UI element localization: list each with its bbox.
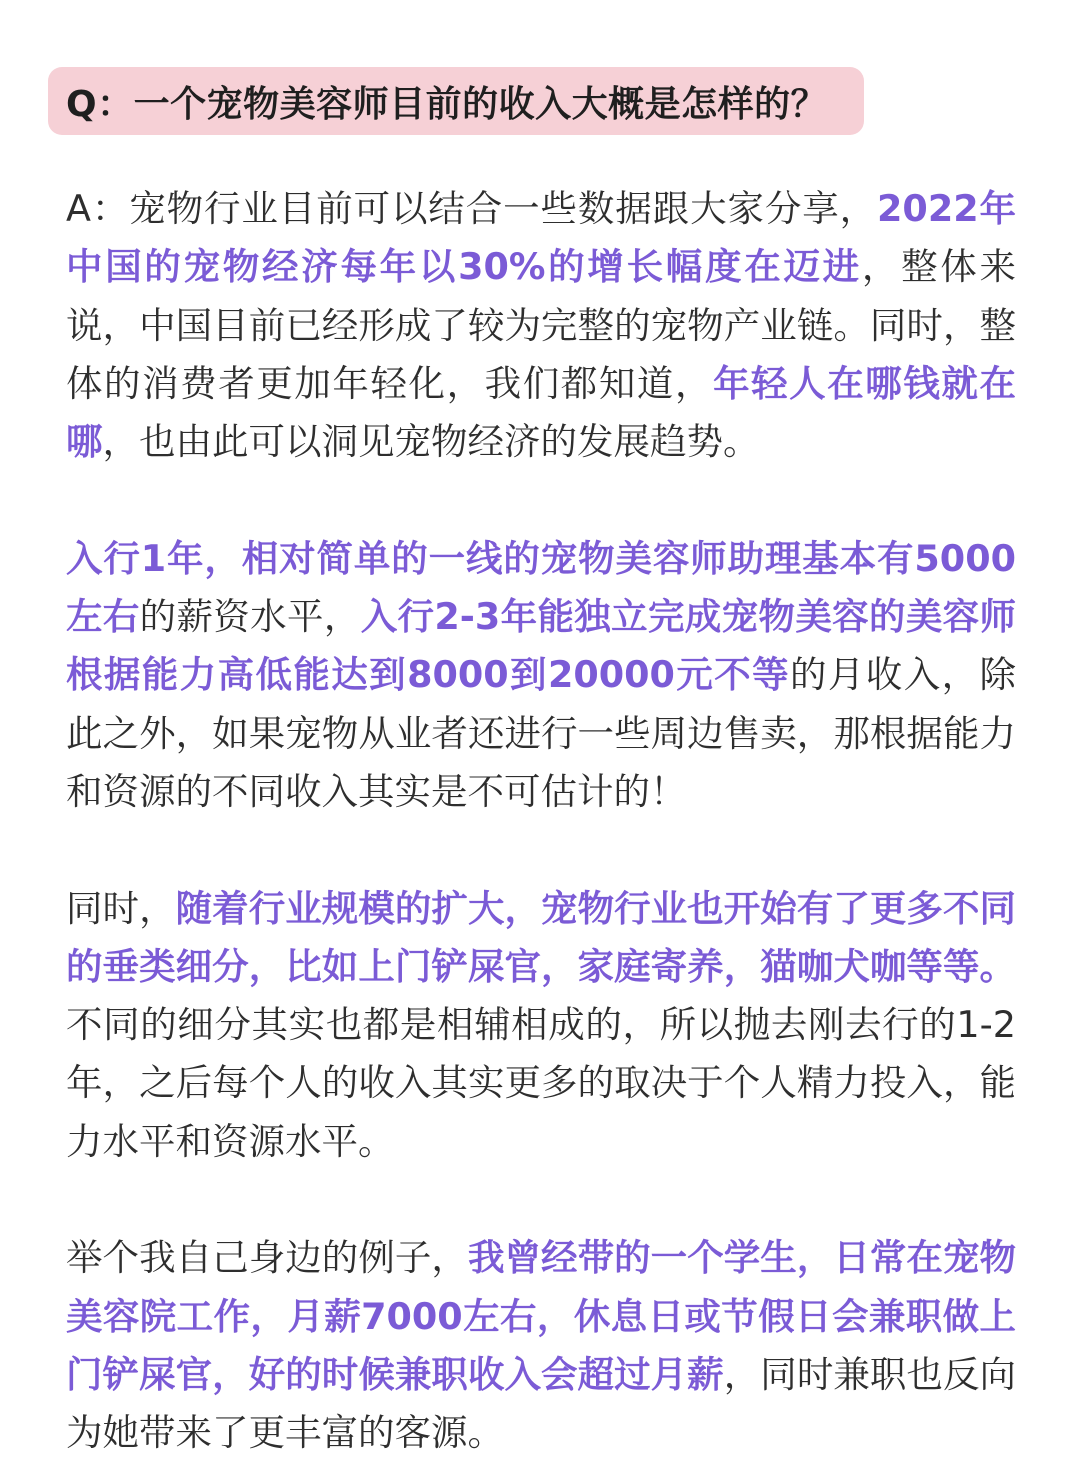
question-banner [48, 67, 864, 135]
paragraph [66, 1229, 1016, 1462]
body-text: 不同的细分其实也都是相辅相成的，所以抛去刚去行的1-2年，之后每个人的收入其实更多的取决于个人精力投入，能力水平和资源水平。 [66, 1003, 1016, 1163]
paragraph [66, 530, 1016, 821]
paragraph [66, 180, 1016, 471]
highlight-text: 年轻人在哪钱就在哪 [66, 361, 1016, 464]
highlight-text: 入行1年，相对简单的一线的宠物美容师助理基本有5000左右 [66, 536, 1016, 639]
highlight-text: 随着行业规模的扩大，宠物行业也开始有了更多不同的垂类细分，比如上门铲屎官，家庭寄养，猫咖犬咖等等。 [66, 886, 1017, 988]
body-text: ，同时兼职也反向为她带来了更丰富的客源。 [66, 1352, 1017, 1455]
body-text: ，整体来说，中国目前已经形成了较为完整的宠物产业链。同时，整体的消费者更加年轻化，我们都知道， [66, 245, 1016, 405]
highlight-text: 2022年中国的宠物经济每年以30%的增长幅度在迈进 [66, 187, 1017, 289]
body-text: A：宠物行业目前可以结合一些数据跟大家分享， [66, 187, 878, 230]
body-text: 的薪资水平， [139, 595, 361, 639]
paragraph [66, 880, 1016, 1171]
body-text: 举个我自己身边的例子， [66, 1236, 468, 1280]
answer-body [66, 180, 1016, 1463]
question-text: Q：一个宠物美容师目前的收入大概是怎样的？ [66, 83, 828, 125]
body-text: 同时， [66, 886, 176, 930]
body-text: ，也由此可以洞见宠物经济的发展趋势。 [102, 420, 760, 464]
body-text: 的月收入，除此之外，如果宠物从业者还进行一些周边售卖，那根据能力和资源的不同收入其实是不可估计的！ [66, 653, 1016, 813]
highlight-text: 入行2-3年能独立完成宠物美容的美容师根据能力高低能达到8000到20000元不等 [66, 595, 1016, 697]
highlight-text: 我曾经带的一个学生，日常在宠物美容院工作，月薪7000左右，休息日或节假日会兼职做上门铲屎官，好的时候兼职收入会超过月薪 [66, 1236, 1017, 1396]
